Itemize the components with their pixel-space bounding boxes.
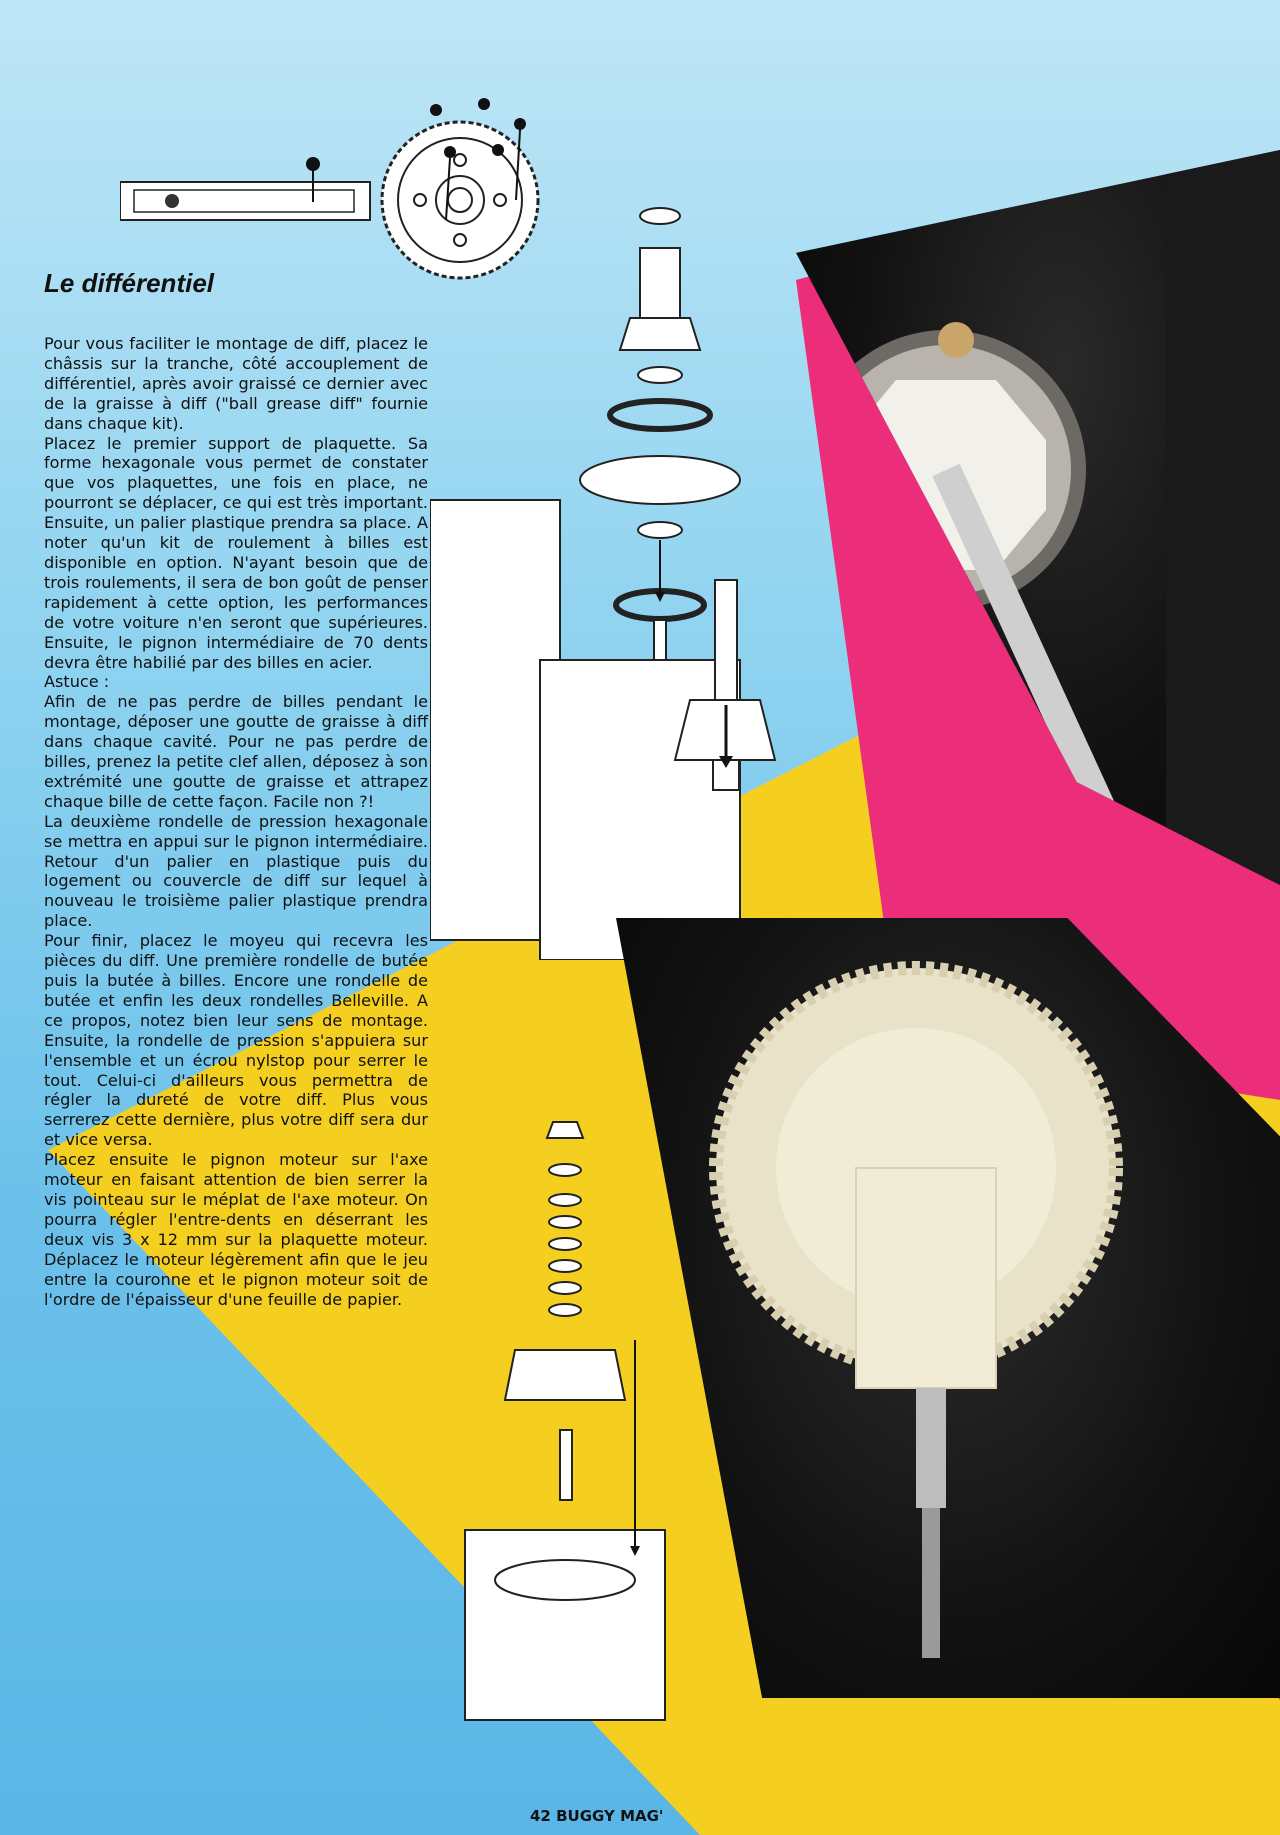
differential-exploded-diagram (430, 200, 790, 960)
body-paragraph: Placez ensuite le pignon moteur sur l'axe moteur en faisant attention de bien serrer la vis pointeau sur le méplat de l'axe moteur. On pourra régler l'entre-dents en déserrant les deux vis 3 x 12 mm sur la plaquette moteur. Déplacez le moteur légèrement afin que le jeu entre la couronne et le pignon moteur soit de l'ordre de l'épaisseur d'une feuille de papier. (44, 1150, 428, 1309)
diff-hub-exploded-diagram (455, 1110, 685, 1730)
body-paragraph: Placez le premier support de plaquette. Sa forme hexagonale vous permet de constater que vos plaquettes, une fois en place, ne pourront se déplacer, ce qui est très important. Ensuite, un palier plastique prendra sa place. A noter qu'un kit de roulement à billes est disponible en option. N'ayant besoin que de trois roulements, il sera de bon goût de penser rapidement à cette option, les performances de votre voiture n'en seront que supérieures. Ensuite, le pignon intermédiaire de 70 dents devra être habilié par des billes en acier. (44, 433, 428, 672)
body-paragraph: Astuce : (44, 672, 110, 692)
bar-part-drawing (120, 182, 370, 220)
body-paragraph: Pour vous faciliter le montage de diff, placez le châssis sur la tranche, côté accouplement de différentiel, après avoir graissé ce dernier avec de la graisse à diff ("ball grease diff" fournie dans chaque kit). (44, 334, 428, 433)
article-body (44, 334, 428, 1309)
body-paragraph: Afin de ne pas perdre de billes pendant le montage, déposer une goutte de graisse à diff dans chaque cavité. Pour ne pas perdre de billes, prenez la petite clef allen, déposez à son extrémité une goutte de graisse et attrapez chaque bille de cette façon. Facile non ?! (44, 692, 428, 811)
article-title: Le différentiel (44, 268, 215, 298)
ball-marker (306, 157, 320, 171)
body-paragraph: La deuxième rondelle de pression hexagonale se mettra en appui sur le pignon intermédiaire. Retour d'un palier en plastique puis du logement ou couvercle de diff sur lequel à nouveau le troisième palier plastique prendra place. (44, 811, 428, 931)
page-footer: 42 BUGGY MAG' (530, 1807, 664, 1825)
body-paragraph: Pour finir, placez le moyeu qui recevra les pièces du diff. Une première rondelle de butée puis la butée à billes. Encore une rondelle de butée et enfin les deux rondelles Belleville. A ce propos, notez bien leur sens de montage. Ensuite, la rondelle de pression s'appuiera sur l'ensemble et un écrou nylstop pour serrer le tout. Celui-ci d'ailleurs vous permettra de régler la dureté de votre diff. Plus vous serrerez cette dernière, plus votre diff sera dur et vice versa. (44, 931, 428, 1150)
